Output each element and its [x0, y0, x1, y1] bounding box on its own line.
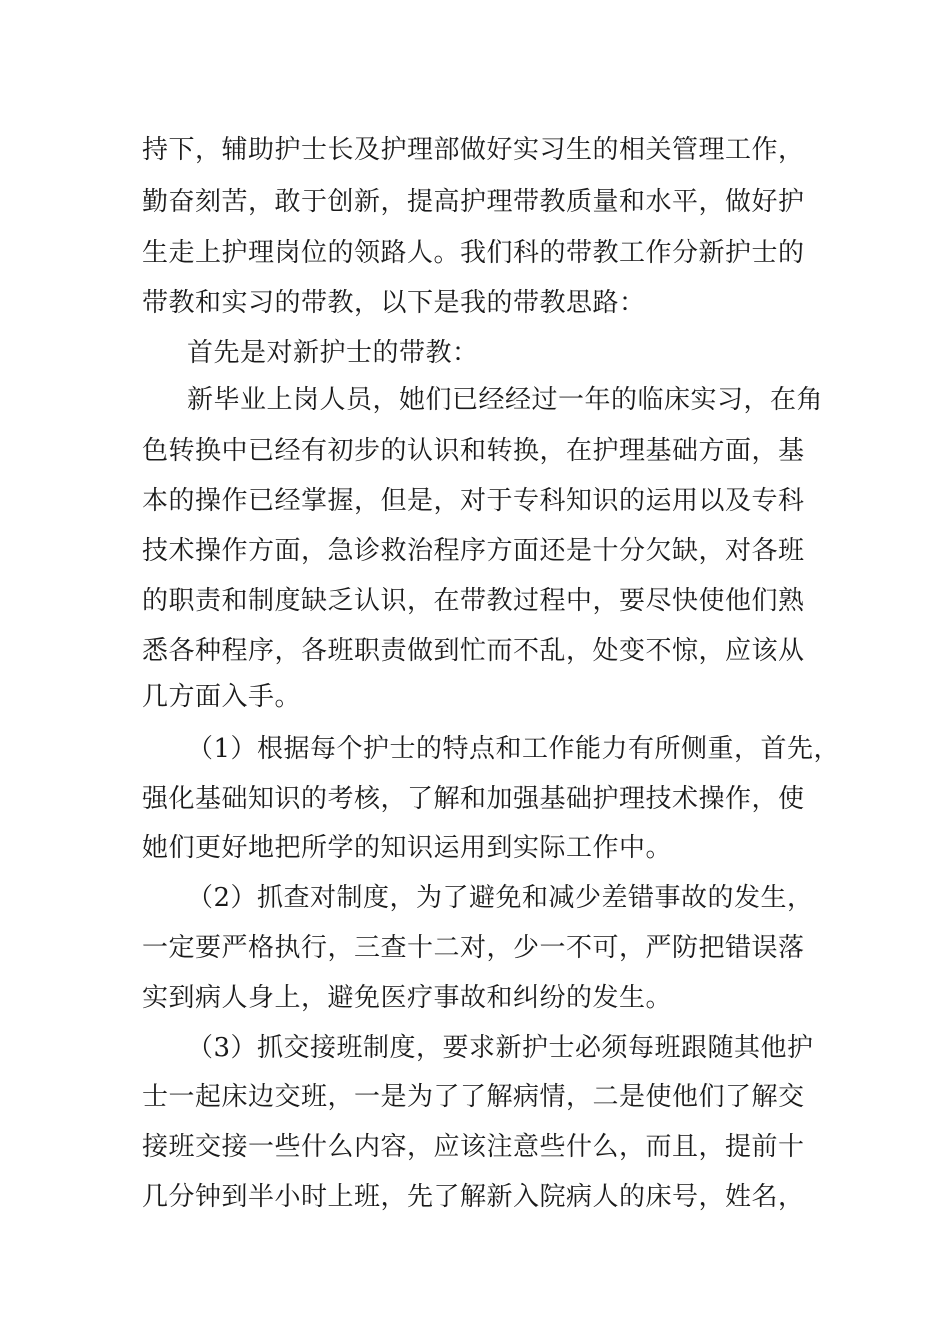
text-line: 强化基础知识的考核，了解和加强基础护理技术操作，使 — [142, 784, 805, 814]
text-line: 勤奋刻苦，敢于创新，提高护理带教质量和水平，做好护 — [142, 187, 805, 217]
text-line: （3）抓交接班制度，要求新护士必须每班跟随其他护 — [187, 1033, 814, 1063]
text-line: 实到病人身上，避免医疗事故和纠纷的发生。 — [142, 983, 673, 1013]
text-line: 色转换中已经有初步的认识和转换，在护理基础方面，基 — [142, 436, 805, 466]
text-line: 的职责和制度缺乏认识，在带教过程中，要尽快使他们熟 — [142, 586, 805, 616]
text-line: 几方面入手。 — [142, 682, 302, 712]
text-line: 一定要严格执行，三查十二对，少一不可，严防把错误落 — [142, 933, 805, 963]
text-line: 士一起床边交班，一是为了了解病情，二是使他们了解交 — [142, 1082, 805, 1112]
text-line: 技术操作方面，急诊救治程序方面还是十分欠缺，对各班 — [142, 536, 805, 566]
text-line: 悉各种程序，各班职责做到忙而不乱，处变不惊，应该从 — [142, 636, 805, 666]
text-line: 接班交接一些什么内容，应该注意些什么，而且，提前十 — [142, 1132, 805, 1162]
text-line: （2）抓查对制度，为了避免和减少差错事故的发生， — [187, 883, 814, 913]
text-line: （1）根据每个护士的特点和工作能力有所侧重，首先， — [187, 734, 841, 764]
text-line: 新毕业上岗人员，她们已经经过一年的临床实习，在角 — [187, 385, 824, 415]
text-line: 首先是对新护士的带教： — [187, 338, 479, 368]
text-line: 本的操作已经掌握，但是，对于专科知识的运用以及专科 — [142, 486, 805, 516]
text-line: 带教和实习的带教，以下是我的带教思路： — [142, 288, 646, 318]
text-line: 她们更好地把所学的知识运用到实际工作中。 — [142, 833, 673, 863]
text-line: 几分钟到半小时上班，先了解新入院病人的床号，姓名， — [142, 1182, 805, 1212]
text-line: 持下，辅助护士长及护理部做好实习生的相关管理工作， — [142, 135, 805, 165]
text-line: 生走上护理岗位的领路人。我们科的带教工作分新护士的 — [142, 238, 805, 268]
